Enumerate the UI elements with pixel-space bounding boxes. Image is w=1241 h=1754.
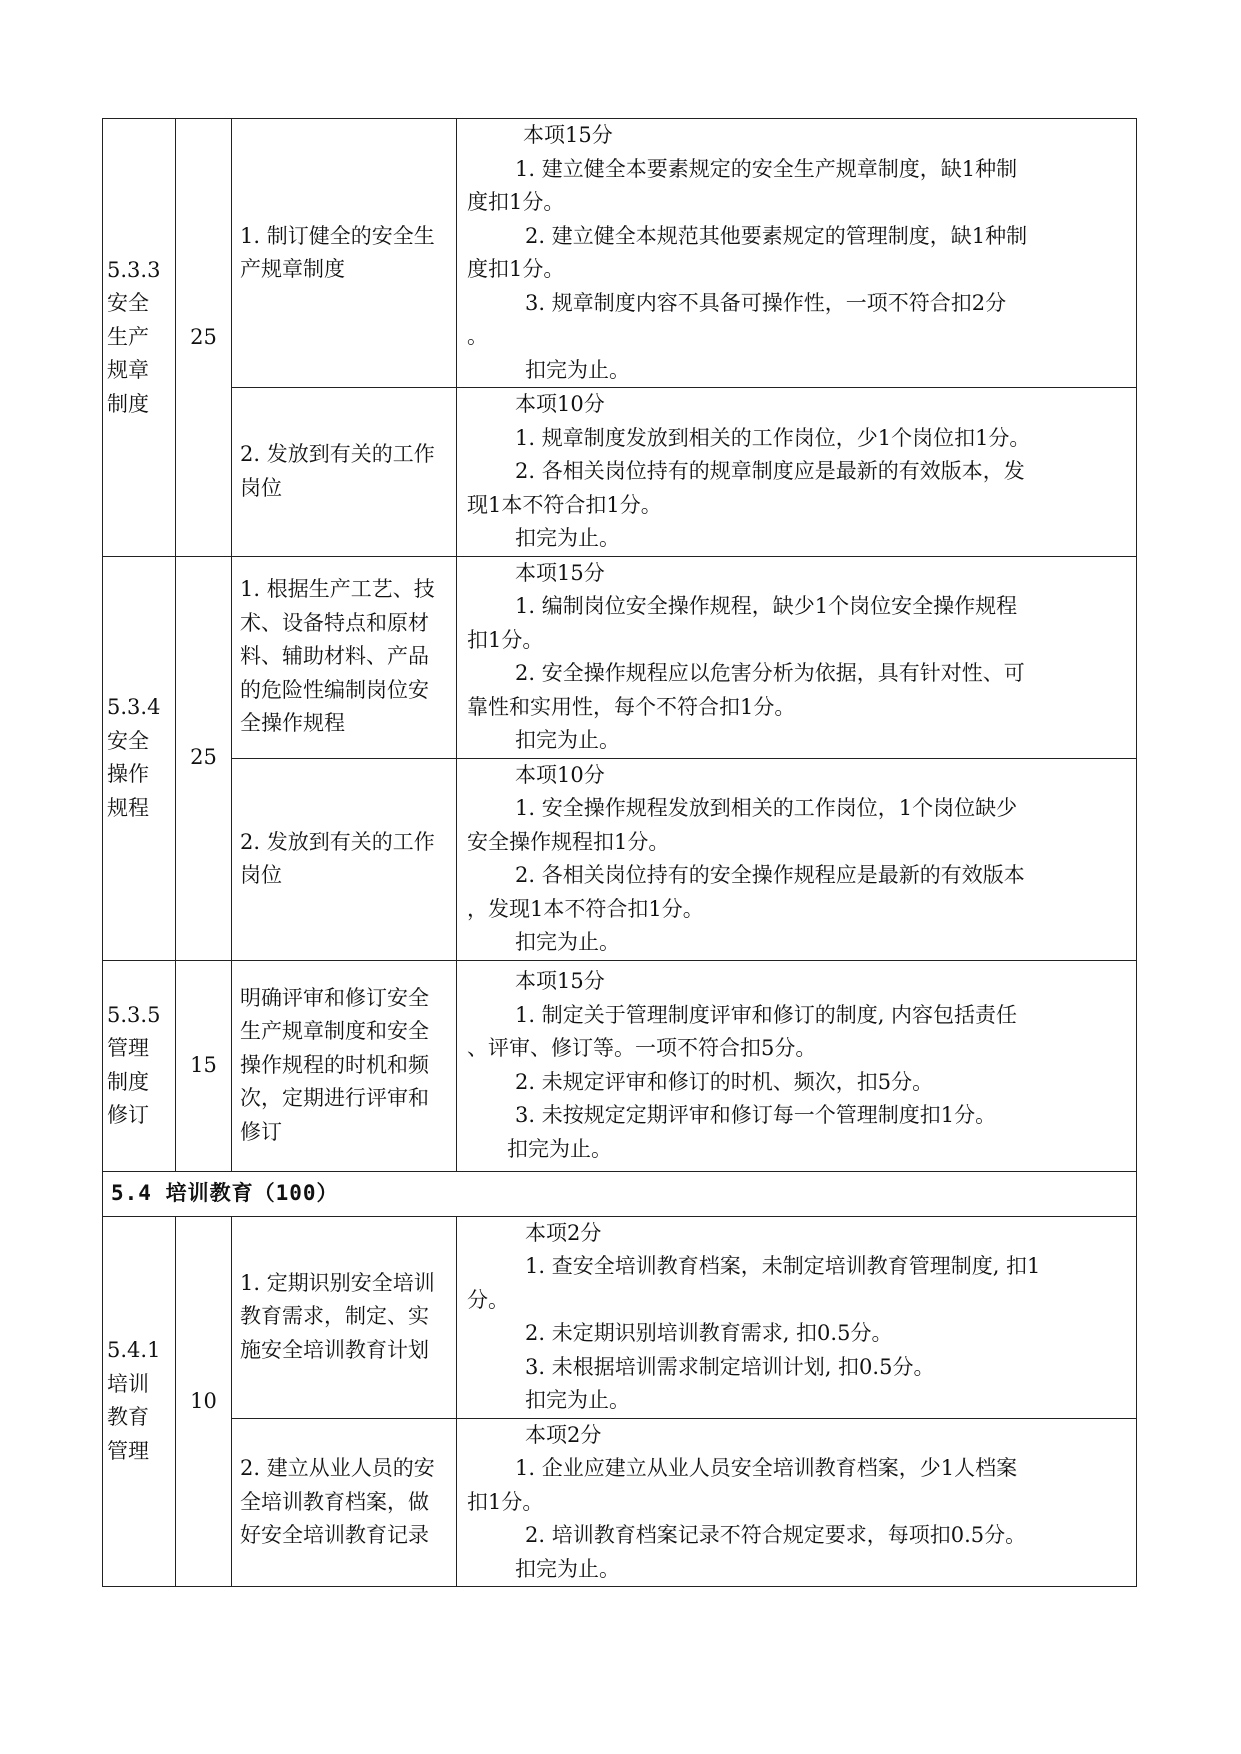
score-cell: 10 [176,1216,232,1587]
score-cell: 25 [176,119,232,557]
scoring-standard-cell [457,556,1137,758]
scoring-standard-cell [457,1216,1137,1418]
element-name: 制度 [107,391,149,416]
standard-line: 2. 未规定评审和修订的时机、频次，扣5分。 [515,1069,934,1094]
standard-line: 2. 安全操作规程应以危害分析为依据，具有针对性、可 [515,661,1025,685]
standard-line: 扣完为止。 [507,1136,612,1161]
scoring-standard-cell [457,119,1137,388]
standard-line: 2. 未定期识别培训教育需求, 扣0.5分。 [525,1321,893,1345]
scoring-standard-cell [457,960,1137,1171]
element-name: 教育 [107,1405,149,1430]
table-row [103,119,1137,388]
requirement-cell: 明确评审和修订安全生产规章制度和安全操作规程的时机和频次，定期进行评审和修订 [232,960,457,1171]
requirement-cell: 1. 制订健全的安全生产规章制度 [232,119,457,388]
element-id: 5.4.1 [107,1338,161,1363]
standard-line: 3. 未按规定定期评审和修订每一个管理制度扣1分。 [515,1103,997,1127]
table-row [103,758,1137,960]
requirement-cell: 1. 定期识别安全培训教育需求，制定、实施安全培训教育计划 [232,1216,457,1418]
scoring-standard-cell [457,388,1137,557]
element-id-cell [103,119,176,557]
table-row [103,960,1137,1171]
requirement-cell: 2. 发放到有关的工作岗位 [232,388,457,557]
standard-line: 扣完为止。 [515,1556,620,1581]
standard-line: 3. 规章制度内容不具备可操作性，一项不符合扣2分 [525,290,1007,315]
element-name: 制度 [107,1069,149,1094]
element-name: 安全 [107,291,149,315]
element-name: 操作 [107,762,149,786]
standard-line: 2. 建立健全本规范其他要素规定的管理制度，缺1种制 [525,223,1028,248]
standard-line: 扣完为止。 [515,526,620,550]
safety-standard-table [102,118,1137,1587]
standard-line: 1. 建立健全本要素规定的安全生产规章制度，缺1种制 [515,156,1018,181]
element-name: 规章 [107,358,149,382]
standard-line: 现1本不符合扣1分。 [467,492,662,517]
standard-line: 安全操作规程扣1分。 [467,829,670,854]
standard-line: 3. 未根据培训需求制定培训计划, 扣0.5分。 [525,1354,935,1379]
element-id-cell [103,960,176,1171]
element-id-cell [103,1216,176,1587]
scoring-standard-cell [457,1418,1137,1587]
standard-line: 扣1分。 [467,1489,544,1514]
standard-line: 2. 各相关岗位持有的规章制度应是最新的有效版本，发 [515,459,1025,483]
standard-line: 本项15分 [515,560,605,585]
standard-line: 1. 制定关于管理制度评审和修订的制度, 内容包括责任 [515,1002,1018,1027]
standard-line: 扣完为止。 [525,357,630,382]
requirement-cell: 2. 发放到有关的工作岗位 [232,758,457,960]
standard-line: 度扣1分。 [467,190,565,214]
standard-line: 1. 规章制度发放到相关的工作岗位，少1个岗位扣1分。 [515,425,1031,450]
standard-line: 1. 企业应建立从业人员安全培训教育档案，少1人档案 [515,1456,1018,1480]
standard-line: 1. 编制岗位安全操作规程，缺少1个岗位安全操作规程 [515,594,1018,618]
table-row [103,388,1137,557]
element-name: 管理 [107,1036,149,1060]
standard-line: 扣完为止。 [515,930,620,954]
table-row [103,556,1137,758]
element-id: 5.3.5 [107,1002,161,1027]
standard-line: 本项15分 [523,123,613,147]
standard-line: 本项2分 [525,1422,602,1447]
element-name: 管理 [107,1438,149,1463]
element-id-cell [103,556,176,960]
standard-line: 本项10分 [515,762,605,787]
requirement-cell: 2. 建立从业人员的安全培训教育档案，做好安全培训教育记录 [232,1418,457,1587]
element-name: 生产 [107,324,149,349]
score-cell: 25 [176,556,232,960]
standard-line: 2. 培训教育档案记录不符合规定要求，每项扣0.5分。 [525,1523,1027,1547]
standard-line: 扣完为止。 [515,728,620,752]
standard-line: 本项15分 [515,969,605,993]
standard-line: 分。 [467,1287,509,1312]
section-heading: 5.4 培训教育（100） [103,1171,1137,1216]
element-id: 5.3.3 [107,257,161,282]
table-row [103,1216,1137,1418]
standard-line: 度扣1分。 [467,257,565,281]
section-row [103,1171,1137,1216]
element-name: 规程 [107,795,149,820]
standard-line: 2. 各相关岗位持有的安全操作规程应是最新的有效版本 [515,863,1025,887]
element-id: 5.3.4 [107,695,161,719]
standard-line: 本项2分 [525,1220,602,1245]
standard-line: 靠性和实用性，每个不符合扣1分。 [467,694,796,719]
table-row [103,1418,1137,1587]
standard-line: 1. 安全操作规程发放到相关的工作岗位，1个岗位缺少 [515,796,1018,820]
standard-line: 扣1分。 [467,627,544,652]
standard-line: 本项10分 [515,392,605,416]
standard-line: 扣完为止。 [525,1388,630,1412]
element-name: 修订 [107,1103,149,1127]
standard-line: 。 [467,324,488,348]
scoring-standard-cell [457,758,1137,960]
element-name: 安全 [107,728,149,753]
standard-line: 、评审、修订等。一项不符合扣5分。 [467,1036,817,1060]
score-cell: 15 [176,960,232,1171]
standard-line: 1. 查安全培训教育档案，未制定培训教育管理制度, 扣1 [525,1254,1041,1278]
element-name: 培训 [107,1371,149,1396]
standard-line: ，发现1本不符合扣1分。 [467,896,704,921]
requirement-cell: 1. 根据生产工艺、技术、设备特点和原材料、辅助材料、产品的危险性编制岗位安全操作规程 [232,556,457,758]
